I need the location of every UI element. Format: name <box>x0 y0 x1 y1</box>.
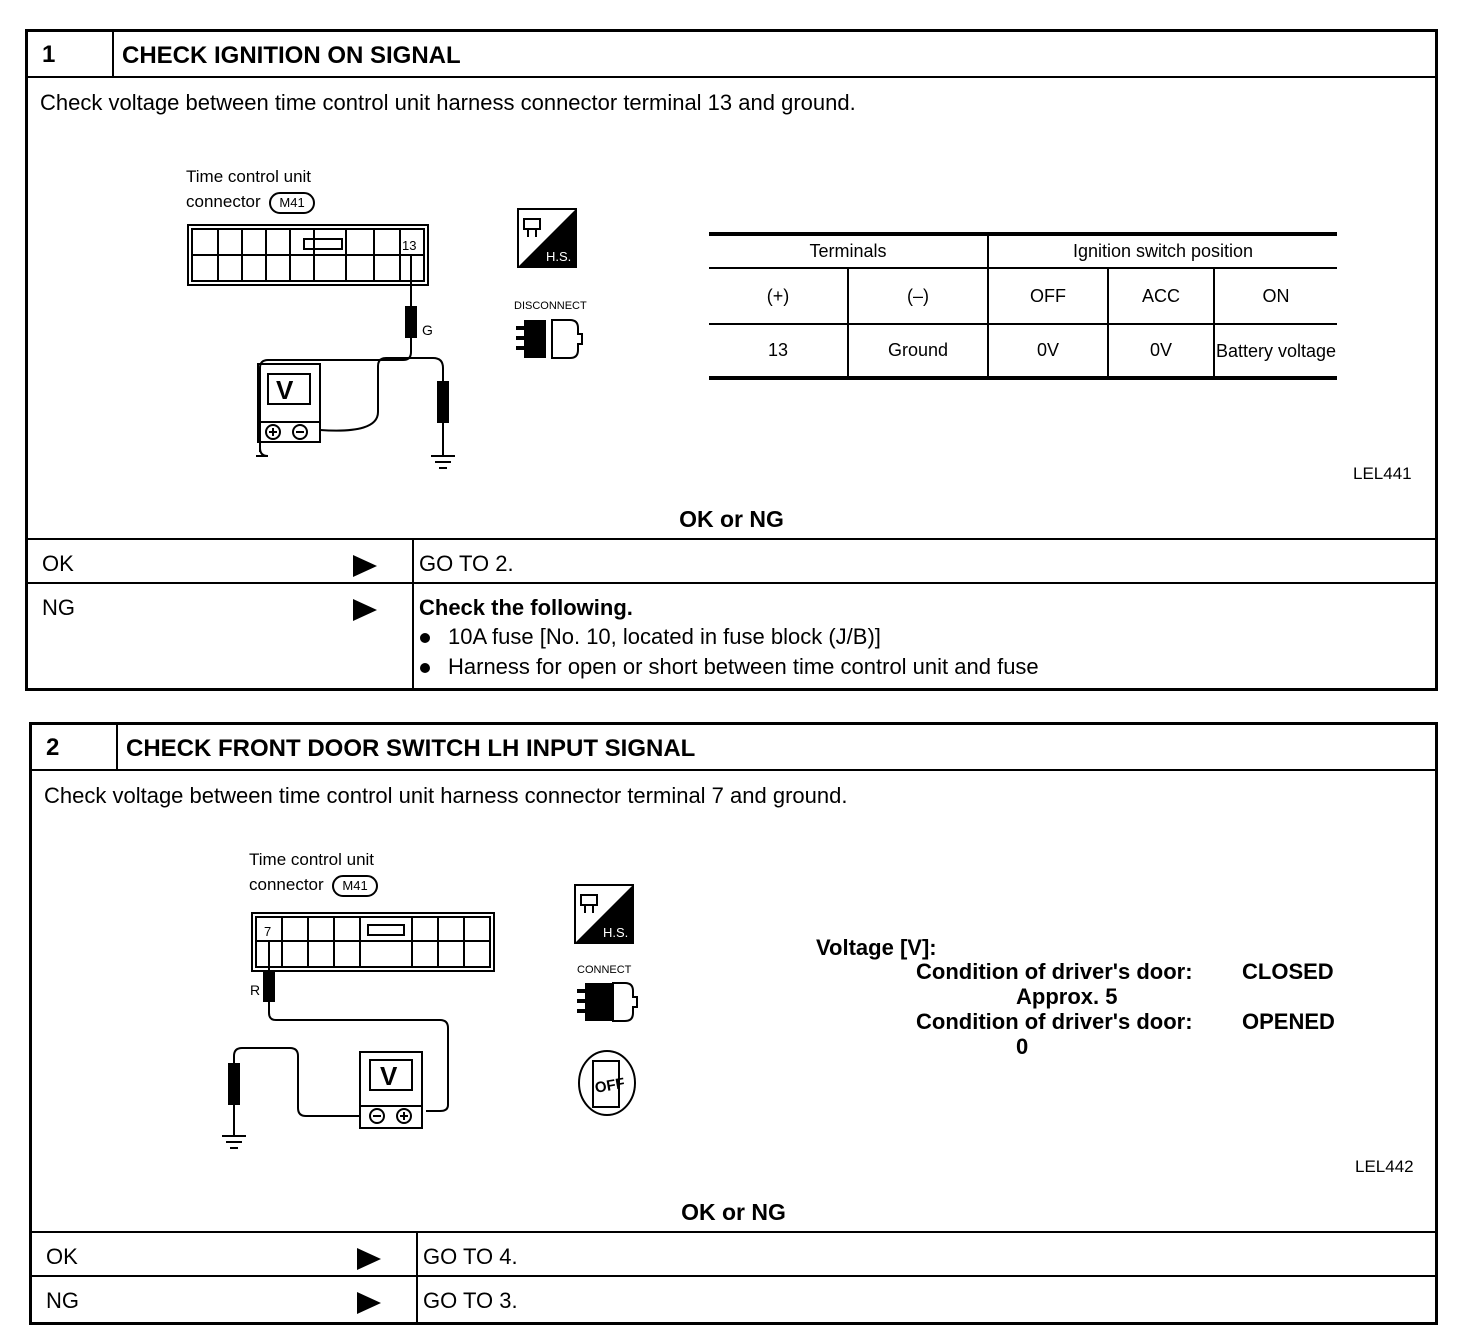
voltage-heading: Voltage [V]: <box>816 935 937 960</box>
step-1-voltmeter <box>228 352 478 482</box>
off-label: OFF <box>593 1074 627 1097</box>
step-1-ok-arrow-icon <box>353 555 377 577</box>
step-1-header <box>28 32 1435 78</box>
step-1-title: CHECK IGNITION ON SIGNAL <box>122 42 461 69</box>
terminal-13-label: 13 <box>402 238 417 253</box>
hs-label: H.S. <box>603 925 629 940</box>
step-2-panel <box>29 722 1438 1325</box>
voltage-cond-1-value: Approx. 5 <box>1016 984 1118 1009</box>
connect-label: CONNECT <box>577 964 632 976</box>
table-header-acc: ACC <box>1108 268 1214 324</box>
ignition-off-icon <box>575 1047 645 1117</box>
step-1-ng-item: Harness for open or short between time control unit and fuse <box>448 654 1039 679</box>
table-cell-acc: 0V <box>1108 324 1214 378</box>
step-2-ok-arrow-icon <box>357 1248 381 1270</box>
table-header-on: ON <box>1214 268 1337 324</box>
step-1-figure-code: LEL441 <box>1353 464 1412 483</box>
connector-m41-body <box>252 913 494 971</box>
table-group-ignition: Ignition switch position <box>988 234 1337 268</box>
step-1-ng-label: NG <box>42 595 75 620</box>
disconnect-icon <box>514 314 584 364</box>
step-1-connector-id: M41 <box>269 192 314 214</box>
terminal-7-label: 7 <box>264 924 272 939</box>
step-1-ok-action: GO TO 2. <box>419 551 514 576</box>
table-cell-off: 0V <box>988 324 1108 378</box>
step-1-voltage-table <box>709 232 1337 380</box>
meter-v-label: V <box>380 1061 398 1091</box>
step-2-connector-label: Time control unit connector M41 <box>249 847 378 897</box>
step-1-ng-arrow-icon <box>353 599 377 621</box>
voltage-cond-1-state: CLOSED <box>1242 959 1334 984</box>
step-1-panel <box>25 29 1438 691</box>
step-1-number: 1 <box>28 32 114 76</box>
hand-tool-icon <box>516 207 578 269</box>
step-2-ng-action: GO TO 3. <box>423 1288 518 1313</box>
step-2-figure-code: LEL442 <box>1355 1157 1414 1176</box>
voltage-cond-2-value: 0 <box>1016 1034 1029 1059</box>
step-2-number: 2 <box>32 725 118 769</box>
step-2-connector-id: M41 <box>332 875 377 897</box>
hand-tool-icon <box>573 883 635 945</box>
step-1-ok-ng-heading: OK or NG <box>679 506 784 532</box>
table-cell-terminal: 13 <box>709 324 848 378</box>
table-group-terminals: Terminals <box>709 234 988 268</box>
wire-color-g: G <box>422 322 433 338</box>
table-cell-ground: Ground <box>848 324 988 378</box>
step-1-ok-label: OK <box>42 551 74 576</box>
step-2-ng-arrow-icon <box>357 1292 381 1314</box>
table-header-minus: (–) <box>848 268 988 324</box>
disconnect-label: DISCONNECT <box>514 300 587 312</box>
step-1-ng-item: 10A fuse [No. 10, located in fuse block (J/B)] <box>448 624 881 649</box>
hs-label: H.S. <box>546 249 572 264</box>
step-1-connector-label: Time control unit connector M41 <box>186 164 315 214</box>
step-2-ng-label: NG <box>46 1288 79 1313</box>
step-1-ng-heading: Check the following. <box>419 595 633 620</box>
step-2-title: CHECK FRONT DOOR SWITCH LH INPUT SIGNAL <box>126 735 696 762</box>
step-2-ok-ng-heading: OK or NG <box>681 1199 786 1225</box>
connector-m41-body <box>188 225 428 285</box>
step-2-ok-label: OK <box>46 1244 78 1269</box>
step-2-header <box>32 725 1435 771</box>
voltage-cond-2-label: Condition of driver's door: <box>916 1009 1193 1034</box>
table-cell-on: Battery voltage <box>1214 324 1337 378</box>
table-header-off: OFF <box>988 268 1108 324</box>
voltage-cond-2-state: OPENED <box>1242 1009 1335 1034</box>
wire-color-r: R <box>250 982 261 998</box>
step-2-ok-action: GO TO 4. <box>423 1244 518 1269</box>
table-header-plus: (+) <box>709 268 848 324</box>
meter-v-label: V <box>276 375 294 405</box>
voltage-cond-1-label: Condition of driver's door: <box>916 959 1193 984</box>
connect-icon <box>577 977 641 1027</box>
step-1-instruction: Check voltage between time control unit harness connector terminal 13 and ground. <box>40 90 856 115</box>
step-2-voltmeter <box>212 1040 472 1160</box>
step-2-instruction: Check voltage between time control unit harness connector terminal 7 and ground. <box>44 783 848 808</box>
